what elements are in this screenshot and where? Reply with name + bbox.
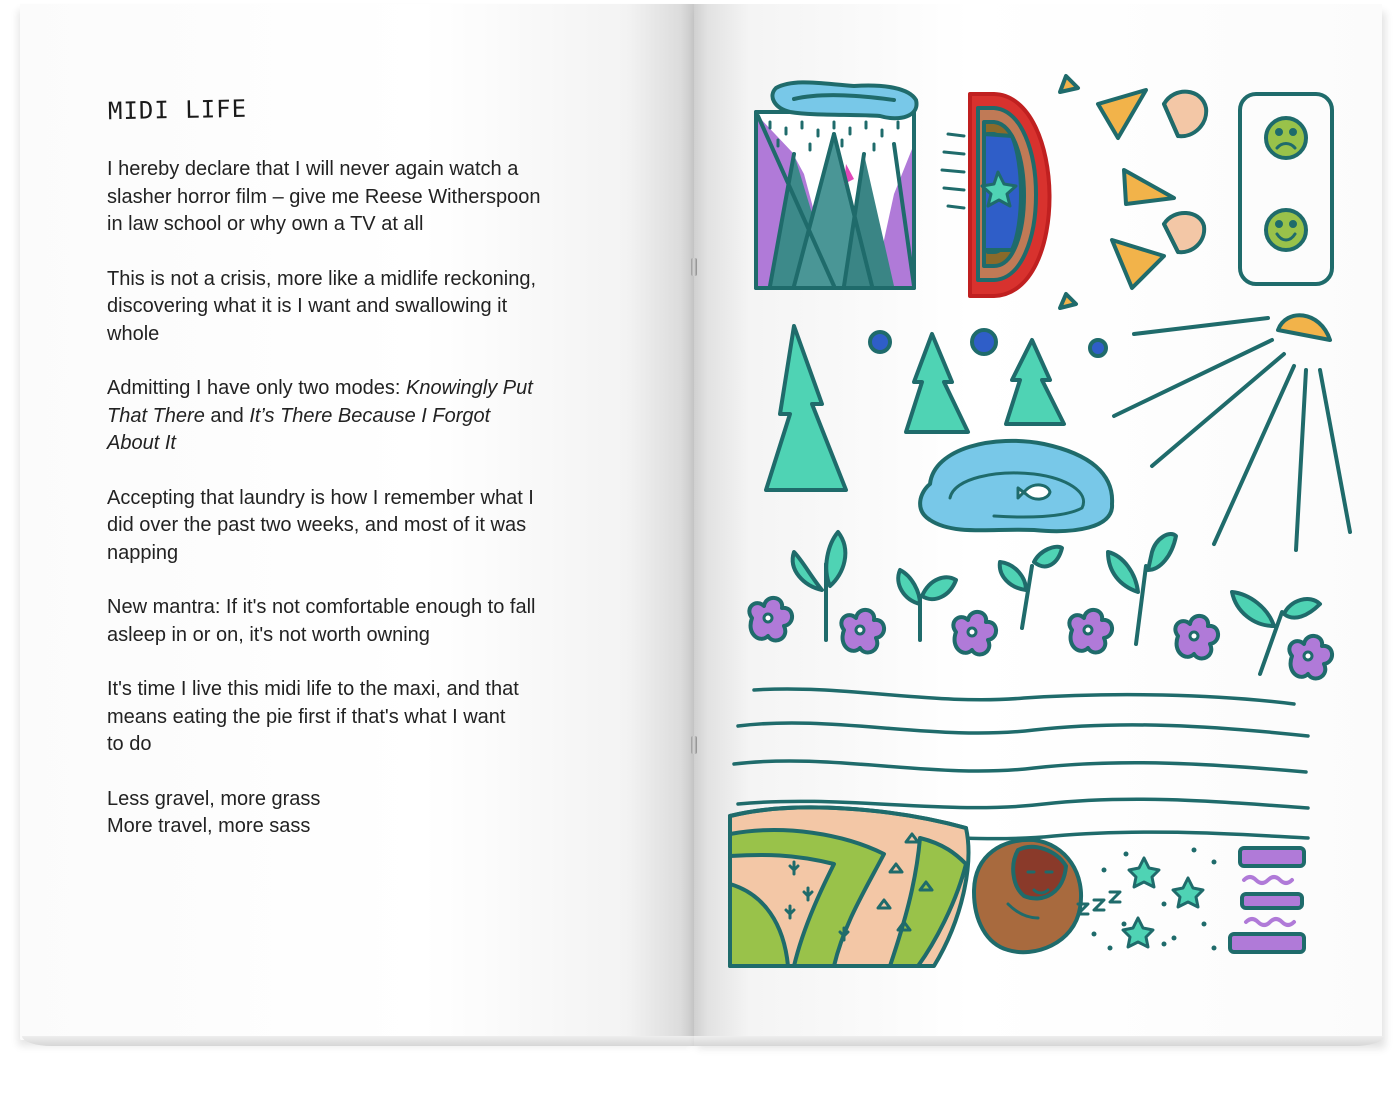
poem-line	[107, 512, 627, 540]
poem-line	[107, 403, 627, 431]
stars-icon	[1078, 848, 1217, 951]
text-segment: whole	[107, 322, 160, 345]
text-segment: I hereby declare that I will never again watch a	[107, 158, 519, 180]
flowers-icon	[749, 532, 1332, 679]
poem-line	[107, 540, 627, 568]
illustration	[694, 4, 1382, 1040]
text-segment: This is not a crisis, more like a midlife reckoning,	[107, 267, 537, 290]
pond-icon	[920, 441, 1112, 531]
italic-phrase: Knowingly Put	[406, 377, 533, 399]
text-segment: did over the past two weeks, and most of it was	[107, 514, 527, 536]
poem-paragraph	[107, 266, 627, 349]
poem-paragraph	[107, 786, 627, 841]
poem-line	[107, 786, 627, 814]
poem-paragraph	[107, 375, 627, 458]
poem-line	[107, 813, 627, 841]
poem-paragraph	[107, 156, 627, 239]
text-segment: Less gravel, more grass	[107, 787, 321, 810]
text-segment: means eating the pie first if that's what I want	[107, 705, 506, 728]
poem-paragraph	[107, 676, 627, 759]
left-page-edge	[22, 1036, 694, 1046]
sun-rays-icon	[1114, 315, 1350, 550]
confetti-shapes	[1060, 76, 1206, 308]
text-segment: New mantra: If it's not comfortable enough to fall	[107, 596, 536, 618]
poem-line	[107, 622, 627, 650]
poem-body	[107, 156, 627, 868]
poem-line	[107, 266, 627, 294]
text-segment: It's time I live this midi life to the maxi, and that	[107, 678, 519, 700]
poem-line	[107, 676, 627, 704]
sleeping-bear-icon	[974, 840, 1081, 952]
poem-line	[107, 375, 627, 403]
rainbow-icon	[942, 94, 1050, 296]
text-segment: discovering what it is I want and swallowing it	[107, 295, 508, 317]
text-segment: slasher horror film – give me Reese Witherspoon	[107, 185, 541, 208]
stacked-shapes-icon	[1230, 848, 1304, 952]
italic-phrase: About It	[107, 432, 176, 454]
poem-line	[107, 731, 627, 759]
text-segment: to do	[107, 733, 152, 755]
fields-icon	[730, 807, 968, 966]
italic-phrase: It’s There Because I Forgot	[249, 404, 491, 427]
poem-line	[107, 321, 627, 349]
text-segment: in law school or why own a TV at all	[107, 213, 424, 235]
poem-line	[107, 704, 627, 732]
poem-line	[107, 485, 627, 513]
text-segment: Accepting that laundry is how I remember what I	[107, 486, 534, 509]
traffic-light-faces-icon	[1240, 94, 1332, 284]
poem-paragraph	[107, 485, 627, 568]
page-title: MIDI LIFE	[107, 94, 248, 126]
italic-phrase: That There	[107, 404, 205, 427]
text-segment: and	[204, 404, 250, 427]
text-segment: More travel, more sass	[107, 815, 311, 837]
poem-paragraph	[107, 594, 627, 649]
poem-line	[107, 430, 627, 458]
text-segment: asleep in or on, it's not worth owning	[107, 623, 430, 646]
poem-line	[107, 594, 627, 622]
mountains-icon	[756, 82, 917, 288]
poem-line	[107, 156, 627, 184]
poem-line	[107, 184, 627, 212]
text-segment: napping	[107, 541, 179, 564]
text-segment: Admitting I have only two modes:	[107, 377, 407, 399]
poem-line	[107, 293, 627, 321]
poem-line	[107, 211, 627, 239]
